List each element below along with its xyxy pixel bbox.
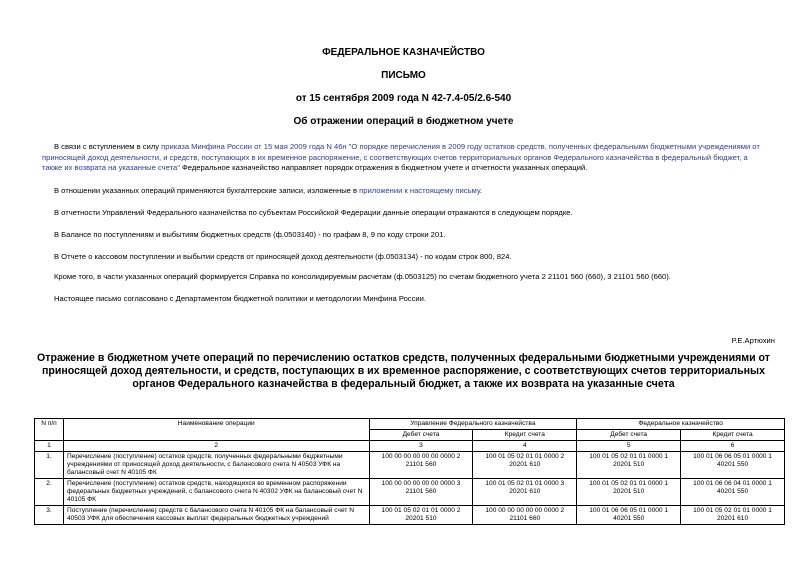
operation-name: Перечисление (поступление) остатков средств, полученных федеральными бюджетными учреждениями от приносящей доход деятельности, с балансового счета N 40503 УФК на балансовый счет N 40105 ФК (63, 452, 369, 479)
paragraph-2-text-a: В отношении указанных операций применяются бухгалтерские записи, изложенные в (54, 186, 360, 195)
col-number: 5 (577, 441, 681, 452)
order-link[interactable]: приказа Минфина России от 15 мая 2009 года N 46н "О порядке перечисления в 2009 году остатков средств, полученных федеральными бюджетными учреждениями от приносящей доход деятельности, и средств, поступающих в их временное распоряжение, с соответствующих счетов территориальных органов Федерального казначейства в федеральный бюджет, а также их возврата на указанные счета" (42, 142, 760, 172)
header-fk-credit: Кредит счета (681, 430, 785, 441)
ufk-debit: 100 00 00 00 00 00 0000 3 21101 560 (369, 479, 473, 506)
ufk-credit: 100 01 05 02 01 01 0000 3 20201 610 (473, 479, 577, 506)
fk-debit: 100 01 06 06 05 01 0000 1 40201 550 (577, 506, 681, 525)
header-ufk: Управление Федерального казначейства (369, 419, 577, 430)
org-title: ФЕДЕРАЛЬНОЕ КАЗНАЧЕЙСТВО (322, 47, 485, 58)
col-number: 3 (369, 441, 473, 452)
operation-name: Поступление (перечисление) средств с балансового счета N 40105 ФК на балансовый счет N 40503 УФК для обеспечения кассовых выплат федеральных бюджетных учреждений (63, 506, 369, 525)
header-name: Наименование операции (63, 419, 369, 441)
paragraph-1-text-a: В связи с вступлением в силу (54, 142, 162, 151)
paragraph-2 (42, 186, 766, 197)
fk-credit: 100 01 06 06 04 01 0000 1 40201 550 (681, 479, 785, 506)
ufk-debit: 100 00 00 00 00 00 0000 2 21101 560 (369, 452, 473, 479)
ufk-debit: 100 01 05 02 01 01 0000 2 20201 510 (369, 506, 473, 525)
col-number: 4 (473, 441, 577, 452)
col-number: 6 (681, 441, 785, 452)
fk-credit: 100 01 05 02 01 01 0000 1 20201 610 (681, 506, 785, 525)
paragraph-4: В Балансе по поступлениям и выбытиям бюджетных средств (ф.0503140) - по графам 8, 9 по коду строки 201. (54, 230, 446, 239)
header-fk-debit: Дебет счета (577, 430, 681, 441)
row-num: 1. (35, 452, 64, 479)
appendix-title: Отражение в бюджетном учете операций по перечислению остатков средств, полученных федеральными бюджетными учреждениями от приносящей доход деятельности, и средств, поступающих в их временное распоряжение, с соответствующих счетов территориальных органов Федерального казначейства в федеральный бюджет, а также их возврата на указанные счета (37, 352, 770, 390)
table-row (35, 506, 785, 525)
table-header-row-1 (35, 419, 785, 430)
appendix-link[interactable]: приложении к настоящему письму (359, 186, 480, 195)
row-num: 2. (35, 479, 64, 506)
paragraph-1 (42, 142, 766, 174)
doc-type: ПИСЬМО (381, 70, 426, 81)
table-row (35, 452, 785, 479)
paragraph-6: Кроме того, в части указанных операций формируется Справка по консолидируемым расчетам (ф.0503125) по счетам бюджетного учета 2 21101 560 (660), 3 21101 560 (660). (54, 272, 671, 281)
paragraph-7: Настоящее письмо согласовано с Департаментом бюджетной политики и методологии Минфина России. (54, 294, 426, 303)
date-line: от 15 сентября 2009 года N 42-7.4-05/2.6-540 (295, 93, 512, 104)
fk-credit: 100 01 06 06 05 01 0000 1 40201 550 (681, 452, 785, 479)
fk-debit: 100 01 05 02 01 01 0000 1 20201 510 (577, 479, 681, 506)
col-number: 1 (35, 441, 64, 452)
paragraph-5: В Отчете о кассовом поступлении и выбытии средств от приносящей доход деятельности (ф.0503134) - по кодам строк 800, 824. (54, 252, 512, 261)
row-num: 3. (35, 506, 64, 525)
operation-name: Перечисление (поступление) остатков средств, находящихся во временном распоряжении федеральных бюджетных учреждений, с балансового счета N 40302 УФК на балансовый счет N 40105 ФК (63, 479, 369, 506)
paragraph-1-text-b: Федеральное казначейство направляет порядок отражения в бюджетном учете и отчетности указанных операций. (179, 163, 588, 172)
accounts-table (34, 418, 785, 525)
header-num: N п/п (35, 419, 64, 441)
header-ufk-credit: Кредит счета (473, 430, 577, 441)
column-number-row (35, 441, 785, 452)
subject: Об отражении операций в бюджетном учете (293, 116, 514, 127)
signature: Р.Е.Артюхин (731, 336, 775, 345)
table-row (35, 479, 785, 506)
col-number: 2 (63, 441, 369, 452)
header-ufk-debit: Дебет счета (369, 430, 473, 441)
paragraph-3: В отчетности Управлений Федерального казначейства по субъектам Российской Федерации данные операции отражаются в следующем порядке. (54, 208, 573, 217)
ufk-credit: 100 01 05 02 01 01 0000 2 20201 610 (473, 452, 577, 479)
fk-debit: 100 01 05 02 01 01 0000 1 20201 510 (577, 452, 681, 479)
paragraph-2-text-b: . (479, 186, 482, 195)
ufk-credit: 100 00 00 00 00 00 0000 2 21101 660 (473, 506, 577, 525)
header-fk: Федеральное казначейство (577, 419, 785, 430)
